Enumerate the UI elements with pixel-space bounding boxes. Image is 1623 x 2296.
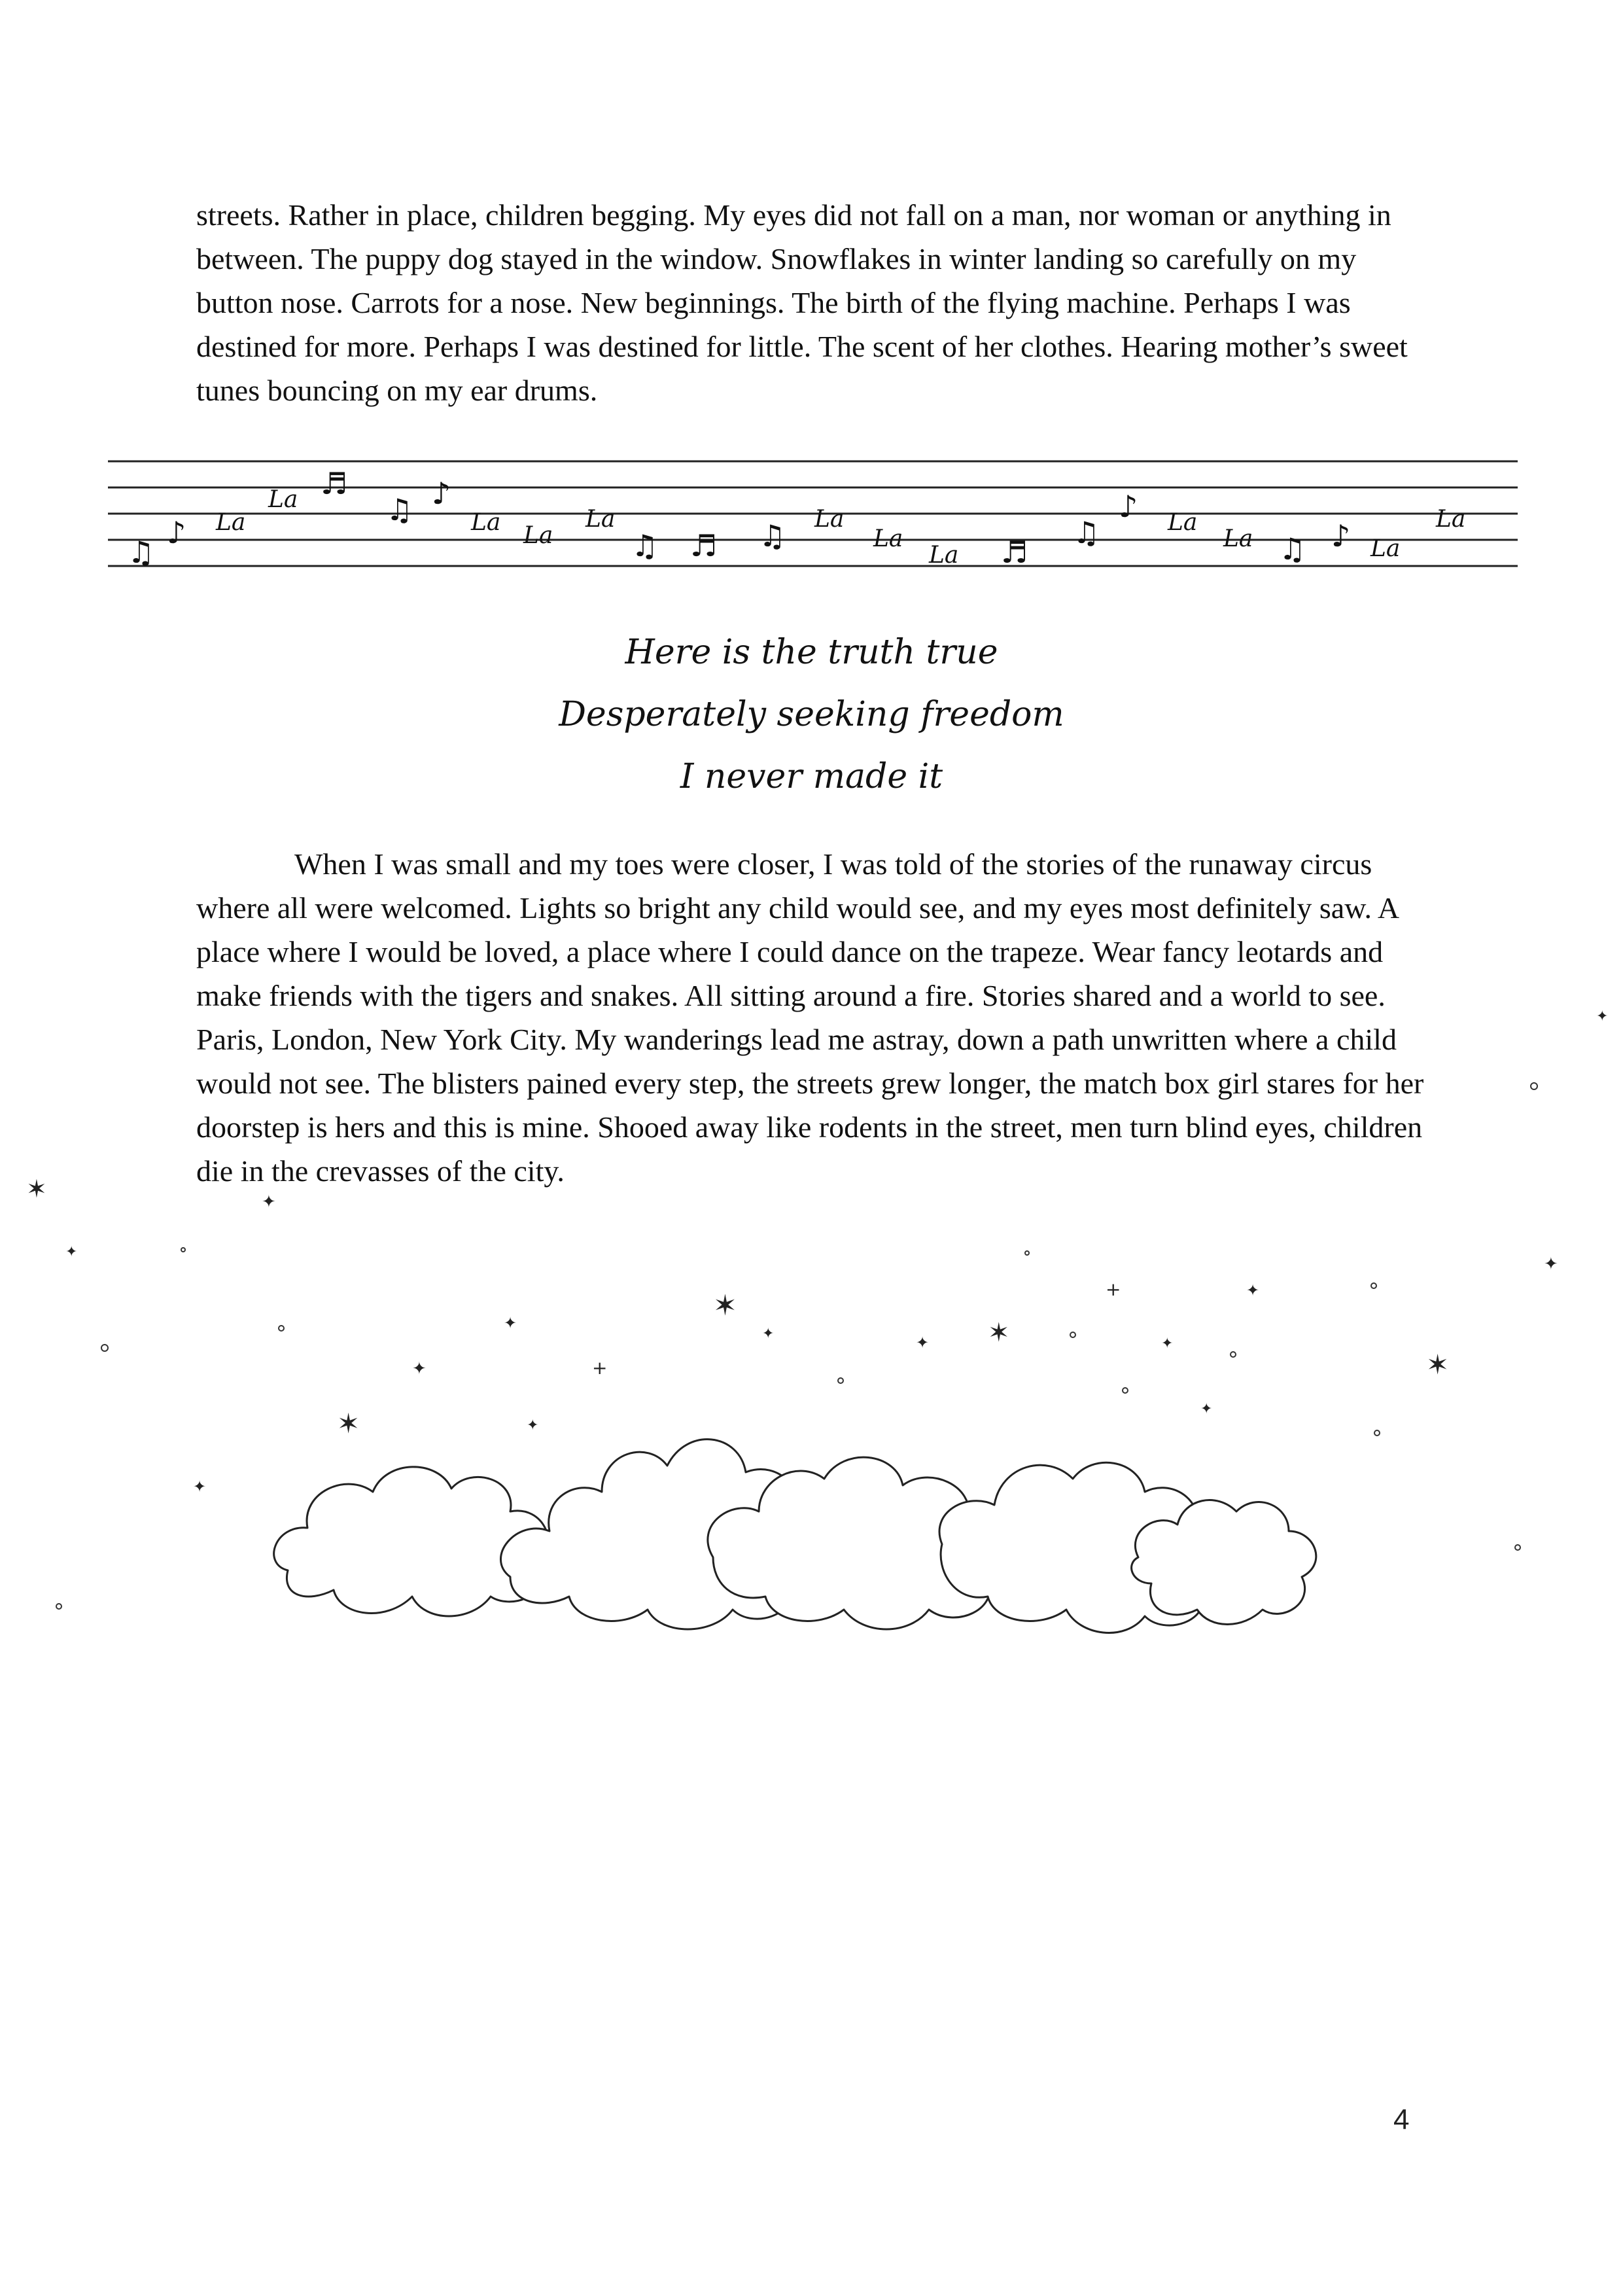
beamed-note-icon: ♫ bbox=[631, 528, 659, 563]
staff-syllable: La bbox=[1223, 525, 1253, 552]
star-icon: ✦ bbox=[1246, 1281, 1260, 1299]
star-icon: ✦ bbox=[916, 1333, 930, 1352]
star-icon: ✦ bbox=[504, 1314, 517, 1332]
beamed-note-icon: ♫ bbox=[386, 492, 413, 527]
staff-syllable: La bbox=[1370, 535, 1401, 562]
beamed-note-icon: ♫ bbox=[128, 535, 155, 570]
star-icon: + bbox=[1106, 1279, 1121, 1300]
star-icon: ✦ bbox=[762, 1326, 775, 1342]
cloud-illustration bbox=[0, 916, 1623, 1649]
poem-line: Here is the truth true bbox=[625, 633, 998, 672]
star-icon: ✶ bbox=[26, 1174, 47, 1203]
beamed-note-icon: ♫ bbox=[759, 518, 786, 554]
note-icon: ♪ bbox=[1119, 489, 1138, 524]
page-number: 4 bbox=[1393, 2104, 1410, 2136]
note-icon: ♪ bbox=[1331, 518, 1351, 554]
staff-syllable: La bbox=[216, 509, 246, 536]
star-icon: ✶ bbox=[713, 1289, 737, 1322]
staff-syllable: La bbox=[1436, 506, 1466, 533]
staff-syllable: La bbox=[929, 542, 959, 569]
poem-line: I never made it bbox=[680, 757, 943, 796]
poem-line: Desperately seeking freedom bbox=[559, 695, 1064, 734]
note-icon: ♪ bbox=[432, 476, 451, 511]
beamed-note-icon: ♫ bbox=[1279, 531, 1306, 567]
star-icon: ✶ bbox=[988, 1318, 1010, 1348]
star-icon: ✦ bbox=[1544, 1254, 1558, 1274]
staff-syllable: La bbox=[1168, 509, 1198, 536]
star-icon: ✦ bbox=[1200, 1401, 1213, 1417]
staff-syllable: La bbox=[585, 506, 616, 533]
beamed-note-icon: ♬ bbox=[321, 466, 348, 501]
star-icon: ✦ bbox=[412, 1359, 427, 1379]
star-icon: ✶ bbox=[337, 1407, 360, 1439]
star-icon: ✦ bbox=[262, 1192, 276, 1212]
staff-syllable: La bbox=[814, 506, 845, 533]
star-icon: + bbox=[592, 1357, 608, 1379]
star-icon: ✦ bbox=[193, 1477, 207, 1496]
star-icon: ✦ bbox=[1596, 1008, 1609, 1025]
beamed-note-icon: ♬ bbox=[690, 528, 718, 563]
staff-syllable: La bbox=[873, 525, 903, 552]
music-staff-illustration bbox=[0, 451, 1623, 609]
poem bbox=[0, 622, 1623, 808]
note-icon: ♪ bbox=[167, 515, 186, 550]
star-icon: ✶ bbox=[1426, 1349, 1450, 1381]
body-paragraph: When I was small and my toes were closer, I was told of the stories of the runaway circus where all were welcomed. Lights so bright any child would see, and my eyes most definitely saw. A place where I would be loved, a place where I could dance on the trapeze. Wear fancy leotards and make friends with the tigers and snakes. All sitting around a fire. Stories shared and a world to see. Paris, London, New York City. My wanderings lead me astray, down a path unwritten where a child would not see. The blisters pained every step, the streets grew longer, the match box girl stares for her doorstep is hers and this is mine. Shooed away like rodents in the street, men turn blind eyes, children die in the crevasses of the city. bbox=[196, 847, 1424, 1188]
staff-syllable: La bbox=[471, 509, 501, 536]
beamed-note-icon: ♫ bbox=[1073, 515, 1100, 550]
beamed-note-icon: ♬ bbox=[1001, 535, 1028, 570]
body-paragraph: streets. Rather in place, children begging. My eyes did not fall on a man, nor woman or anything in between. The puppy dog stayed in the window. Snowflakes in winter landing so carefully on my button nose. Carrots for a nose. New beginnings. The birth of the flying machine. Perhaps I was destined for more. Perhaps I was destined for little. The scent of her clothes. Hearing mother’s sweet tunes bouncing on my ear drums. bbox=[196, 198, 1408, 407]
star-icon: ✦ bbox=[527, 1417, 539, 1434]
star-icon: ✦ bbox=[1161, 1335, 1174, 1352]
staff-syllable: La bbox=[523, 522, 553, 549]
staff-syllable: La bbox=[268, 486, 298, 513]
star-icon: ✦ bbox=[65, 1244, 78, 1260]
